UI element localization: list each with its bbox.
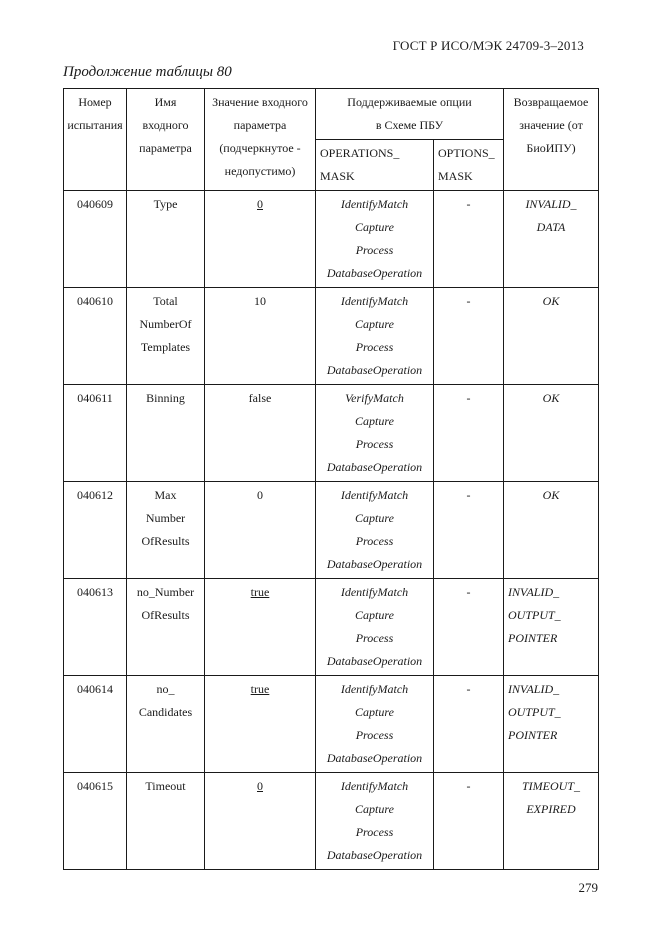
cell-param-name: Max Number OfResults [127, 482, 205, 579]
cell-operations-mask: IdentifyMatch Capture Process DatabaseOperation [316, 288, 434, 385]
test-table [63, 88, 599, 870]
cell-operations-mask: VerifyMatch Capture Process DatabaseOperation [316, 385, 434, 482]
cell-test-number: 040612 [64, 482, 127, 579]
page-number: 279 [578, 880, 598, 895]
table-caption: Продолжение таблицы 80 [63, 64, 232, 80]
cell-return-value: INVALID_ DATA [504, 191, 599, 288]
cell-options-mask: - [434, 482, 504, 579]
cell-test-number: 040610 [64, 288, 127, 385]
header-options-mask: OPTIONS_ MASK [434, 140, 504, 191]
cell-options-mask: - [434, 579, 504, 676]
table-row [64, 579, 599, 676]
cell-param-name: no_Number OfResults [127, 579, 205, 676]
cell-return-value: TIMEOUT_ EXPIRED [504, 773, 599, 870]
cell-param-name: no_ Candidates [127, 676, 205, 773]
cell-test-number: 040614 [64, 676, 127, 773]
header-name: Имя входного параметра [127, 89, 205, 191]
cell-test-number: 040613 [64, 579, 127, 676]
header-options-group: Поддерживаемые опции в Схеме ПБУ [316, 89, 504, 140]
cell-test-number: 040615 [64, 773, 127, 870]
cell-options-mask: - [434, 773, 504, 870]
cell-return-value: OK [504, 482, 599, 579]
cell-operations-mask: IdentifyMatch Capture Process DatabaseOperation [316, 482, 434, 579]
cell-options-mask: - [434, 676, 504, 773]
header-number: Номер испытания [64, 89, 127, 191]
table-row [64, 773, 599, 870]
cell-param-name: Total NumberOf Templates [127, 288, 205, 385]
cell-options-mask: - [434, 191, 504, 288]
cell-input-value: 0 [205, 482, 316, 579]
cell-operations-mask: IdentifyMatch Capture Process DatabaseOperation [316, 579, 434, 676]
cell-options-mask: - [434, 288, 504, 385]
cell-return-value: OK [504, 385, 599, 482]
cell-input-value: true [205, 579, 316, 676]
cell-input-value: true [205, 676, 316, 773]
table-row [64, 676, 599, 773]
cell-param-name: Binning [127, 385, 205, 482]
cell-return-value: INVALID_ OUTPUT_ POINTER [504, 579, 599, 676]
table-row [64, 385, 599, 482]
table-row [64, 482, 599, 579]
cell-test-number: 040611 [64, 385, 127, 482]
cell-param-name: Type [127, 191, 205, 288]
header-row [64, 89, 599, 140]
cell-input-value: 0 [205, 191, 316, 288]
header-return-value: Возвращаемое значение (от БиоИПУ) [504, 89, 599, 191]
header-operations-mask: OPERATIONS_ MASK [316, 140, 434, 191]
cell-test-number: 040609 [64, 191, 127, 288]
cell-operations-mask: IdentifyMatch Capture Process DatabaseOperation [316, 773, 434, 870]
cell-operations-mask: IdentifyMatch Capture Process DatabaseOperation [316, 676, 434, 773]
cell-options-mask: - [434, 385, 504, 482]
cell-input-value: 0 [205, 773, 316, 870]
cell-operations-mask: IdentifyMatch Capture Process DatabaseOperation [316, 191, 434, 288]
cell-return-value: INVALID_ OUTPUT_ POINTER [504, 676, 599, 773]
standard-designation: ГОСТ Р ИСО/МЭК 24709-3–2013 [392, 38, 584, 53]
table-row [64, 191, 599, 288]
cell-return-value: OK [504, 288, 599, 385]
table-row [64, 288, 599, 385]
cell-input-value: 10 [205, 288, 316, 385]
header-input-value: Значение входного параметра (подчеркнутое - недопустимо) [205, 89, 316, 191]
cell-input-value: false [205, 385, 316, 482]
cell-param-name: Timeout [127, 773, 205, 870]
